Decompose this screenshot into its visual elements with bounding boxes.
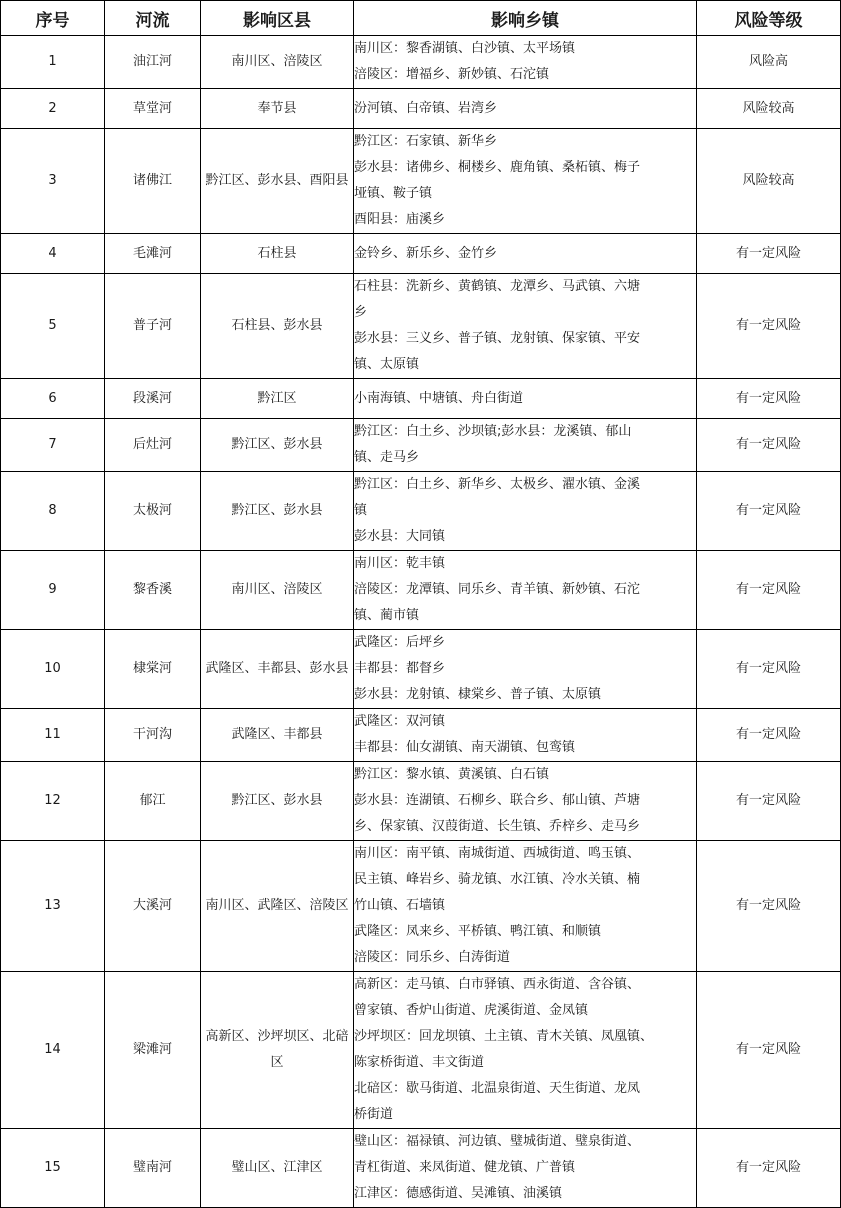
town-line: 黔江区：黎水镇、黄溪镇、白石镇 xyxy=(354,767,550,782)
table-row xyxy=(1,972,841,1129)
affected-towns xyxy=(354,274,697,379)
affected-counties: 奉节县 xyxy=(201,89,354,129)
town-line: 民主镇、峰岩乡、骑龙镇、水江镇、冷水关镇、楠 xyxy=(354,872,641,887)
table-row xyxy=(1,841,841,972)
affected-towns xyxy=(354,1129,697,1208)
table-row xyxy=(1,709,841,762)
table-row xyxy=(1,129,841,234)
table-row xyxy=(1,274,841,379)
affected-towns xyxy=(354,129,697,234)
river-name: 大溪河 xyxy=(105,841,201,972)
town-line: 黔江区：石家镇、新华乡 xyxy=(354,134,498,149)
river-name: 郁江 xyxy=(105,762,201,841)
town-line: 彭水县：三义乡、普子镇、龙射镇、保家镇、平安 xyxy=(354,331,641,346)
town-line: 汾河镇、白帝镇、岩湾乡 xyxy=(354,100,498,116)
affected-counties: 武隆区、丰都县、彭水县 xyxy=(201,630,354,709)
risk-level: 有一定风险 xyxy=(697,972,841,1129)
affected-towns xyxy=(354,472,697,551)
affected-towns xyxy=(354,419,697,472)
risk-level: 有一定风险 xyxy=(697,472,841,551)
affected-towns xyxy=(354,234,697,274)
table-row xyxy=(1,36,841,89)
affected-towns xyxy=(354,551,697,630)
risk-level: 有一定风险 xyxy=(697,419,841,472)
town-line: 黔江区：白土乡、新华乡、太极乡、濯水镇、金溪 xyxy=(354,477,641,492)
row-number: 9 xyxy=(1,551,105,630)
risk-level: 有一定风险 xyxy=(697,274,841,379)
affected-towns xyxy=(354,709,697,762)
town-line: 彭水县：龙射镇、棣棠乡、普子镇、太原镇 xyxy=(354,687,602,702)
affected-counties: 石柱县 xyxy=(201,234,354,274)
river-name: 后灶河 xyxy=(105,419,201,472)
town-line: 涪陵区：同乐乡、白涛街道 xyxy=(354,950,511,965)
row-number: 13 xyxy=(1,841,105,972)
affected-towns xyxy=(354,762,697,841)
affected-counties: 黔江区、彭水县 xyxy=(201,762,354,841)
row-number: 10 xyxy=(1,630,105,709)
affected-counties: 石柱县、彭水县 xyxy=(201,274,354,379)
town-line: 镇 xyxy=(354,503,368,518)
town-line: 武隆区：凤来乡、平桥镇、鸭江镇、和顺镇 xyxy=(354,924,602,939)
town-line: 武隆区：后坪乡 xyxy=(354,635,446,650)
affected-towns xyxy=(354,841,697,972)
affected-counties: 璧山区、江津区 xyxy=(201,1129,354,1208)
town-line: 镇、走马乡 xyxy=(354,450,420,465)
town-line: 江津区：德感街道、吴滩镇、油溪镇 xyxy=(354,1186,563,1201)
table-row xyxy=(1,1129,841,1208)
row-number: 8 xyxy=(1,472,105,551)
affected-counties: 武隆区、丰都县 xyxy=(201,709,354,762)
town-line: 石柱县：洗新乡、黄鹤镇、龙潭乡、马武镇、六塘 xyxy=(354,279,641,294)
town-line: 丰都县：都督乡 xyxy=(354,661,446,676)
row-number: 1 xyxy=(1,36,105,89)
row-number: 7 xyxy=(1,419,105,472)
town-line: 彭水县：诸佛乡、桐楼乡、鹿角镇、桑柘镇、梅子 xyxy=(354,160,641,175)
river-name: 梁滩河 xyxy=(105,972,201,1129)
river-name: 毛滩河 xyxy=(105,234,201,274)
river-name: 草堂河 xyxy=(105,89,201,129)
town-line: 陈家桥街道、丰文街道 xyxy=(354,1055,485,1070)
row-number: 6 xyxy=(1,379,105,419)
table-row xyxy=(1,234,841,274)
town-line: 南川区：黎香湖镇、白沙镇、太平场镇 xyxy=(354,41,576,56)
affected-counties: 黔江区 xyxy=(201,379,354,419)
affected-towns xyxy=(354,972,697,1129)
river-name: 油江河 xyxy=(105,36,201,89)
town-line: 桥街道 xyxy=(354,1107,394,1122)
town-line: 涪陵区：龙潭镇、同乐乡、青羊镇、新妙镇、石沱 xyxy=(354,582,641,597)
river-name: 黎香溪 xyxy=(105,551,201,630)
town-line: 酉阳县：庙溪乡 xyxy=(354,212,446,227)
town-line: 涪陵区：增福乡、新妙镇、石沱镇 xyxy=(354,67,550,82)
header-counties: 影响区县 xyxy=(201,1,354,36)
risk-level: 有一定风险 xyxy=(697,630,841,709)
river-name: 太极河 xyxy=(105,472,201,551)
risk-level: 有一定风险 xyxy=(697,841,841,972)
affected-towns xyxy=(354,89,697,129)
town-line: 镇、蔺市镇 xyxy=(354,608,420,623)
risk-level: 有一定风险 xyxy=(697,709,841,762)
town-line: 垭镇、鞍子镇 xyxy=(354,186,433,201)
affected-counties: 黔江区、彭水县 xyxy=(201,472,354,551)
table-row xyxy=(1,472,841,551)
river-name: 段溪河 xyxy=(105,379,201,419)
table-row xyxy=(1,630,841,709)
risk-level: 风险较高 xyxy=(697,89,841,129)
town-line: 青杠街道、来凤街道、健龙镇、广普镇 xyxy=(354,1160,576,1175)
risk-level: 有一定风险 xyxy=(697,1129,841,1208)
affected-counties: 南川区、涪陵区 xyxy=(201,551,354,630)
town-line: 小南海镇、中塘镇、舟白街道 xyxy=(354,390,524,406)
affected-towns xyxy=(354,379,697,419)
row-number: 5 xyxy=(1,274,105,379)
affected-counties: 南川区、涪陵区 xyxy=(201,36,354,89)
row-number: 4 xyxy=(1,234,105,274)
affected-counties: 南川区、武隆区、涪陵区 xyxy=(201,841,354,972)
row-number: 11 xyxy=(1,709,105,762)
affected-towns xyxy=(354,630,697,709)
header-row xyxy=(1,1,841,36)
row-number: 14 xyxy=(1,972,105,1129)
town-line: 曾家镇、香炉山街道、虎溪街道、金凤镇 xyxy=(354,1003,589,1018)
table-row xyxy=(1,419,841,472)
town-line: 乡 xyxy=(354,305,368,320)
affected-towns xyxy=(354,36,697,89)
town-line: 武隆区：双河镇 xyxy=(354,714,446,729)
row-number: 12 xyxy=(1,762,105,841)
town-line: 黔江区：白土乡、沙坝镇;彭水县：龙溪镇、郁山 xyxy=(354,424,632,439)
table-row xyxy=(1,379,841,419)
town-line: 北碚区：歇马街道、北温泉街道、天生街道、龙凤 xyxy=(354,1081,641,1096)
town-line: 金铃乡、新乐乡、金竹乡 xyxy=(354,245,498,261)
row-number: 3 xyxy=(1,129,105,234)
town-line: 丰都县：仙女湖镇、南天湖镇、包鸾镇 xyxy=(354,740,576,755)
town-line: 南川区：乾丰镇 xyxy=(354,556,446,571)
town-line: 高新区：走马镇、白市驿镇、西永街道、含谷镇、 xyxy=(354,977,641,992)
row-number: 15 xyxy=(1,1129,105,1208)
risk-level: 有一定风险 xyxy=(697,762,841,841)
town-line: 南川区：南平镇、南城街道、西城街道、鸣玉镇、 xyxy=(354,846,641,861)
risk-level: 风险较高 xyxy=(697,129,841,234)
river-name: 棣棠河 xyxy=(105,630,201,709)
river-name: 普子河 xyxy=(105,274,201,379)
table-row xyxy=(1,89,841,129)
river-name: 干河沟 xyxy=(105,709,201,762)
risk-level: 风险高 xyxy=(697,36,841,89)
risk-level: 有一定风险 xyxy=(697,234,841,274)
header-risk-level: 风险等级 xyxy=(697,1,841,36)
risk-level: 有一定风险 xyxy=(697,379,841,419)
header-towns: 影响乡镇 xyxy=(354,1,697,36)
risk-level: 有一定风险 xyxy=(697,551,841,630)
town-line: 乡、保家镇、汉葭街道、长生镇、乔梓乡、走马乡 xyxy=(354,819,641,834)
town-line: 镇、太原镇 xyxy=(354,357,420,372)
affected-counties: 黔江区、彭水县 xyxy=(201,419,354,472)
row-number: 2 xyxy=(1,89,105,129)
table-row xyxy=(1,762,841,841)
affected-counties: 高新区、沙坪坝区、北碚区 xyxy=(201,972,354,1129)
town-line: 彭水县：大同镇 xyxy=(354,529,446,544)
header-seq: 序号 xyxy=(1,1,105,36)
river-name: 诸佛江 xyxy=(105,129,201,234)
table-row xyxy=(1,551,841,630)
river-name: 璧南河 xyxy=(105,1129,201,1208)
town-line: 彭水县：连湖镇、石柳乡、联合乡、郁山镇、芦塘 xyxy=(354,793,641,808)
town-line: 璧山区：福禄镇、河边镇、璧城街道、璧泉街道、 xyxy=(354,1134,641,1149)
town-line: 沙坪坝区：回龙坝镇、土主镇、青木关镇、凤凰镇、 xyxy=(354,1029,654,1044)
header-river: 河流 xyxy=(105,1,201,36)
affected-counties: 黔江区、彭水县、酉阳县 xyxy=(201,129,354,234)
town-line: 竹山镇、石墙镇 xyxy=(354,898,446,913)
